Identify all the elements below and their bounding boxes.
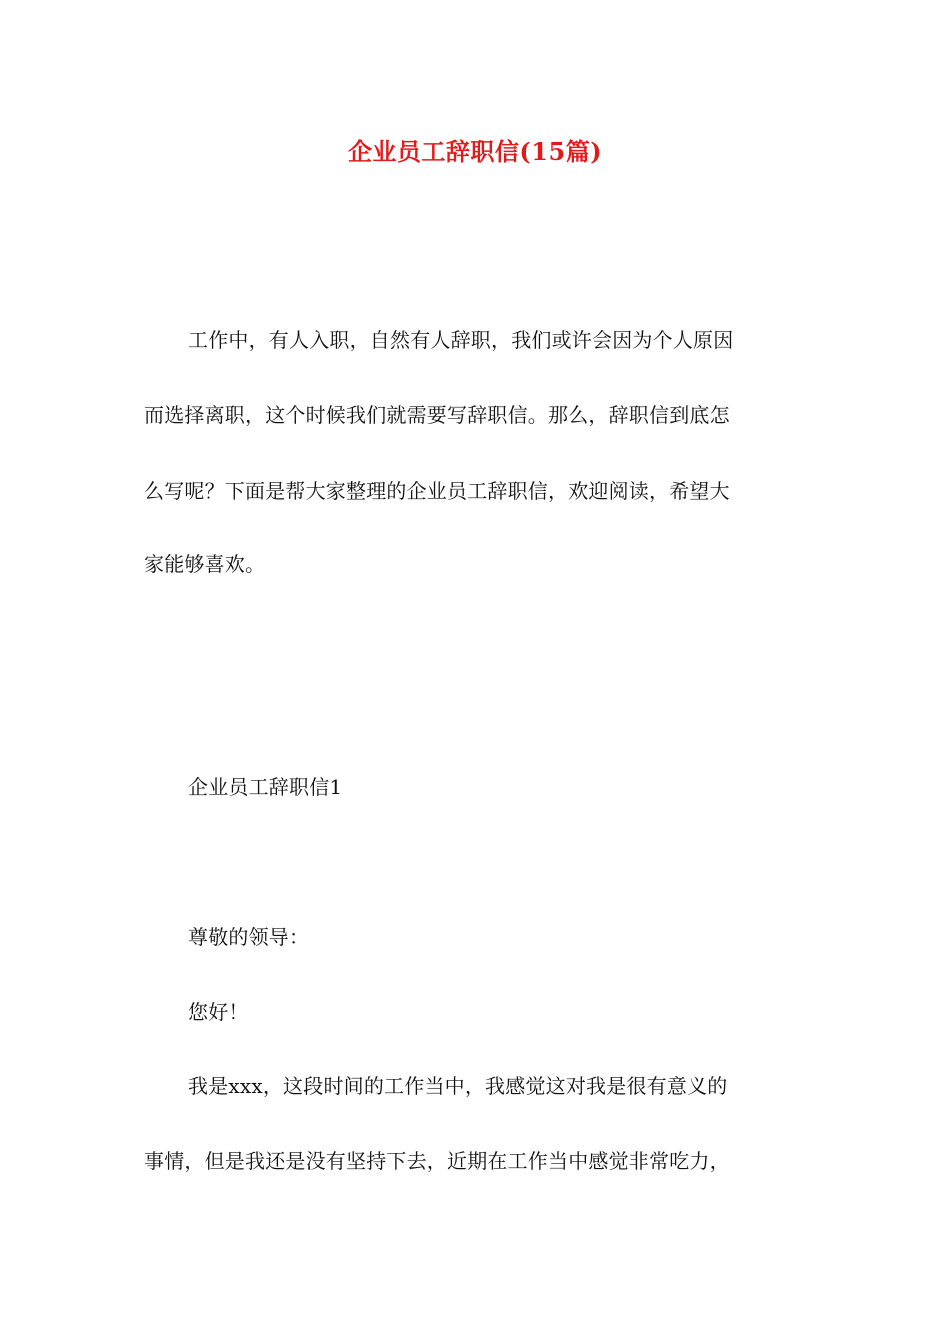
body-line-2: 事情，但是我还是没有坚持下去，近期在工作当中感觉非常吃力， [144, 1149, 730, 1173]
intro-line-1: 工作中，有人入职，自然有人辞职，我们或许会因为个人原因 [188, 328, 734, 352]
letter-salutation: 尊敬的领导： [188, 925, 310, 949]
letter-greeting: 您好！ [188, 1000, 249, 1024]
document-title: 企业员工辞职信(15篇) [347, 137, 603, 166]
intro-line-4: 家能够喜欢。 [144, 552, 266, 576]
intro-line-2: 而选择离职，这个时候我们就需要写辞职信。那么，辞职信到底怎 [144, 403, 730, 427]
intro-line-3: 么写呢？下面是帮大家整理的企业员工辞职信，欢迎阅读，希望大 [144, 479, 730, 503]
body-line-1: 我是xxx，这段时间的工作当中，我感觉这对我是很有意义的 [188, 1074, 728, 1098]
section-heading: 企业员工辞职信1 [188, 775, 343, 799]
